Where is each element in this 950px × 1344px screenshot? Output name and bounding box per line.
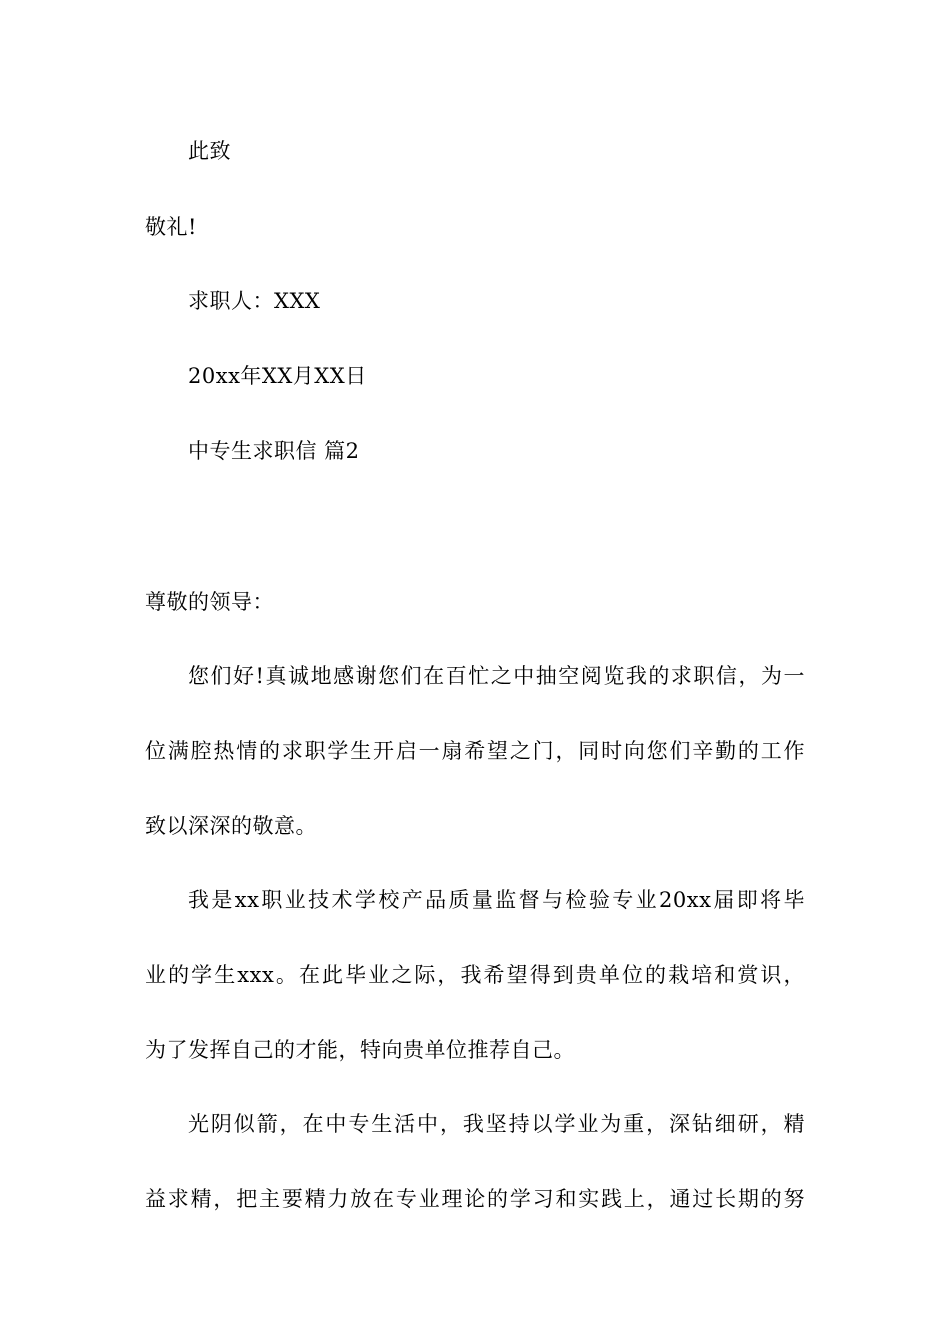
section-title: 中专生求职信 篇2 <box>188 439 360 463</box>
paragraph-2-line-3: 为了发挥自己的才能，特向贵单位推荐自己。 <box>145 1038 575 1062</box>
signer-line: 求职人：XXX <box>188 289 321 313</box>
paragraph-1-line-1: 您们好!真诚地感谢您们在百忙之中抽空阅览我的求职信，为一 <box>188 664 805 688</box>
greeting: 尊敬的领导： <box>145 590 274 614</box>
paragraph-3-line-1: 光阴似箭，在中专生活中，我坚持以学业为重，深钻细研，精 <box>188 1112 805 1136</box>
paragraph-2-line-1: 我是xx职业技术学校产品质量监督与检验专业20xx届即将毕 <box>188 888 805 912</box>
paragraph-2-line-2: 业的学生xxx。在此毕业之际，我希望得到贵单位的栽培和赏识， <box>145 963 805 987</box>
paragraph-1-line-3: 致以深深的敬意。 <box>145 814 317 838</box>
paragraph-1-line-2: 位满腔热情的求职学生开启一扇希望之门，同时向您们辛勤的工作 <box>145 739 805 763</box>
closing-salutation-1: 此致 <box>188 139 231 163</box>
closing-salutation-2: 敬礼! <box>145 215 197 239</box>
date-line: 20xx年XX月XX日 <box>188 364 367 388</box>
paragraph-3-line-2: 益求精，把主要精力放在专业理论的学习和实践上，通过长期的努 <box>145 1187 805 1211</box>
